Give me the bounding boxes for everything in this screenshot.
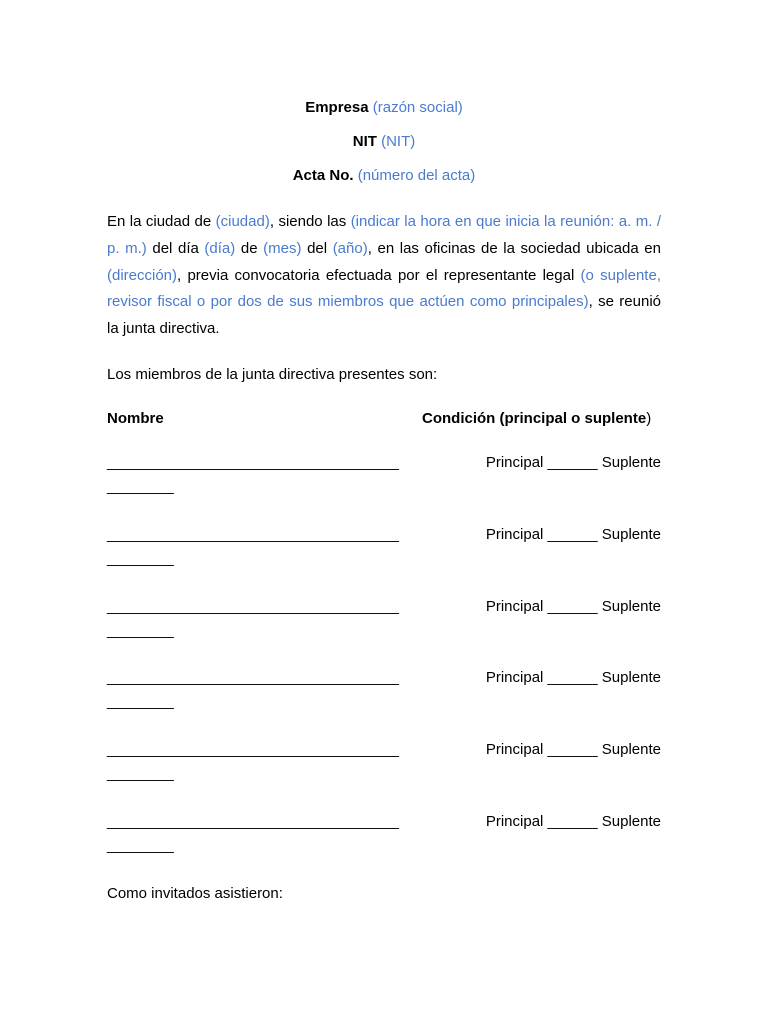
suplente-label: Suplente: [601, 813, 661, 830]
intro-paragraph: [107, 209, 661, 343]
member-row: [107, 668, 661, 712]
suplente-label: Suplente: [601, 598, 661, 615]
intro-text-1: En la ciudad de: [107, 213, 216, 230]
member-name-blank[interactable]: ___________________________________: [107, 454, 399, 471]
member-row: [107, 525, 661, 569]
suplente-blank[interactable]: ________: [107, 837, 174, 854]
address-placeholder: (dirección): [107, 266, 178, 284]
suplente-label: Suplente: [601, 669, 661, 686]
time-placeholder: (indicar la hora en que inicia la reunión: a. m. / p. m.): [107, 213, 662, 257]
city-placeholder: (ciudad): [215, 213, 270, 230]
intro-text-6: , en las oficinas de la sociedad ubicada en: [367, 239, 661, 257]
members-intro: Los miembros de la junta directiva presentes son:: [107, 366, 438, 383]
condition-blank[interactable]: ______: [547, 813, 598, 830]
condition-blank[interactable]: ______: [547, 598, 598, 615]
document-page: [107, 0, 661, 1024]
guests-intro: Como invitados asistieron:: [107, 885, 283, 902]
column-header-name: Nombre: [107, 410, 164, 427]
intro-text-3: del día: [146, 239, 205, 257]
nit-label: NIT: [352, 133, 377, 150]
member-name-blank[interactable]: ___________________________________: [107, 669, 399, 686]
member-condition: [486, 740, 661, 760]
member-name-blank[interactable]: ___________________________________: [107, 813, 399, 830]
suplente-blank[interactable]: ________: [107, 622, 174, 639]
intro-text-7: , previa convocatoria efectuada por el representante legal: [177, 266, 581, 284]
column-header-condition-text: Condición (principal o suplente: [422, 410, 647, 427]
member-row: [107, 597, 661, 641]
principal-label: Principal: [485, 741, 544, 758]
condition-blank[interactable]: ______: [547, 454, 598, 471]
suplente-label: Suplente: [601, 741, 661, 758]
intro-text-8: , se reunió la junta directiva.: [107, 293, 662, 338]
suplente-blank[interactable]: ________: [107, 765, 174, 782]
member-row: [107, 453, 661, 497]
condition-blank[interactable]: ______: [547, 741, 598, 758]
alternate-convener-placeholder: (o suplente, revisor fiscal o por dos de sus miembros que actúen como principales): [107, 266, 661, 311]
principal-label: Principal: [485, 598, 544, 615]
acta-label: Acta No.: [292, 167, 354, 184]
company-label: Empresa: [305, 99, 369, 116]
condition-blank[interactable]: ______: [547, 526, 598, 543]
suplente-label: Suplente: [601, 454, 661, 471]
year-placeholder: (año): [332, 239, 368, 257]
member-condition: [486, 668, 661, 688]
condition-blank[interactable]: ______: [547, 669, 598, 686]
member-name-blank[interactable]: ___________________________________: [107, 598, 399, 615]
intro-text-5: del: [301, 239, 333, 257]
member-row: [107, 740, 661, 784]
member-name-blank[interactable]: ___________________________________: [107, 741, 399, 758]
acta-line: [107, 166, 661, 186]
suplente-blank[interactable]: ________: [107, 550, 174, 567]
suplente-label: Suplente: [601, 526, 661, 543]
company-placeholder: (razón social): [372, 99, 463, 116]
acta-placeholder: (número del acta): [357, 167, 476, 184]
suplente-blank[interactable]: ________: [107, 478, 174, 495]
principal-label: Principal: [485, 813, 544, 830]
column-header-condition: [422, 409, 651, 429]
principal-label: Principal: [485, 454, 544, 471]
month-placeholder: (mes): [263, 239, 302, 257]
principal-label: Principal: [485, 669, 544, 686]
column-header-condition-close: ): [646, 410, 652, 427]
member-condition: [486, 453, 661, 473]
member-row: [107, 812, 661, 856]
suplente-blank[interactable]: ________: [107, 693, 174, 710]
intro-text-2: , siendo las: [269, 213, 351, 230]
principal-label: Principal: [485, 526, 544, 543]
nit-placeholder: (NIT): [381, 133, 416, 150]
company-line: [107, 98, 661, 118]
nit-line: [107, 132, 661, 152]
member-name-blank[interactable]: ___________________________________: [107, 526, 399, 543]
member-condition: [486, 812, 661, 832]
member-condition: [486, 597, 661, 617]
day-placeholder: (día): [204, 239, 236, 257]
member-condition: [486, 525, 661, 545]
intro-text-4: de: [235, 239, 264, 257]
